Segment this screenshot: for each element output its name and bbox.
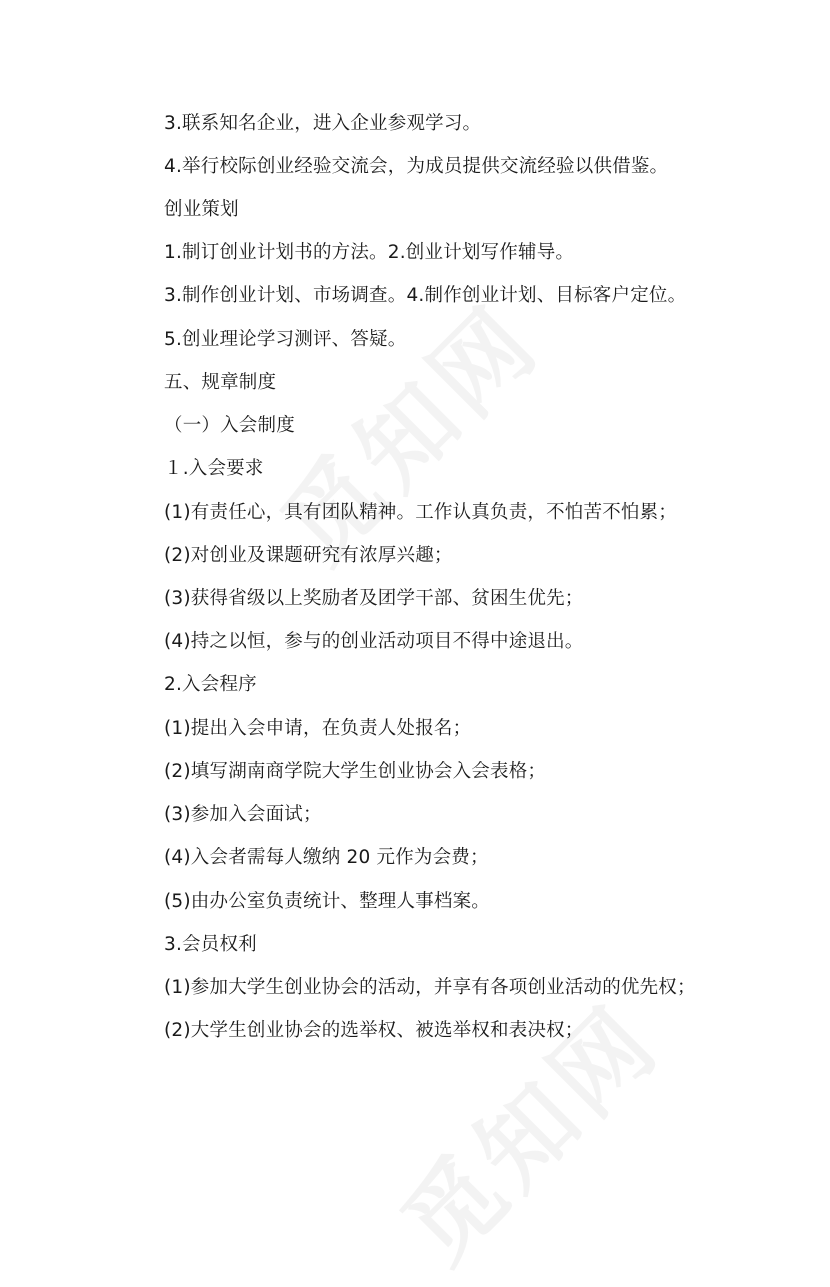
text-line: (3)参加入会面试； [164, 804, 322, 825]
section-heading: 创业策划 [164, 199, 239, 220]
text-line: (3)获得省级以上奖励者及团学干部、贫困生优先； [164, 588, 584, 609]
text-line: (4)入会者需每人缴纳 20 元作为会费； [164, 847, 489, 868]
subsection-heading: 3.会员权利 [164, 934, 257, 955]
text-line: 3.联系知名企业，进入企业参观学习。 [164, 113, 482, 134]
text-line: 3.制作创业计划、市场调查。4.制作创业计划、目标客户定位。 [164, 285, 687, 306]
watermark-bottom [367, 970, 684, 1287]
text-line: (1)提出入会申请，在负责人处报名； [164, 718, 472, 739]
subsection-heading: １.入会要求 [164, 458, 264, 479]
text-line: (2)对创业及课题研究有浓厚兴趣； [164, 545, 453, 566]
section-heading: 五、规章制度 [164, 372, 277, 393]
text-line: 4.举行校际创业经验交流会，为成员提供交流经验以供借鉴。 [164, 156, 669, 177]
text-line: (4)持之以恒，参与的创业活动项目不得中途退出。 [164, 631, 584, 652]
text-line: (1)有责任心，具有团队精神。工作认真负责，不怕苦不怕累； [164, 502, 678, 523]
subsection-heading: （一）入会制度 [164, 415, 295, 436]
text-line: (1)参加大学生创业协会的活动，并享有各项创业活动的优先权； [164, 977, 696, 998]
subsection-heading: 2.入会程序 [164, 674, 257, 695]
text-line: (2)大学生创业协会的选举权、被选举权和表决权； [164, 1020, 584, 1041]
text-line: 5.创业理论学习测评、答疑。 [164, 329, 407, 350]
text-line: (2)填写湖南商学院大学生创业协会入会表格； [164, 761, 547, 782]
text-line: 1.制订创业计划书的方法。2.创业计划写作辅导。 [164, 242, 575, 263]
text-line: (5)由办公室负责统计、整理人事档案。 [164, 891, 491, 912]
